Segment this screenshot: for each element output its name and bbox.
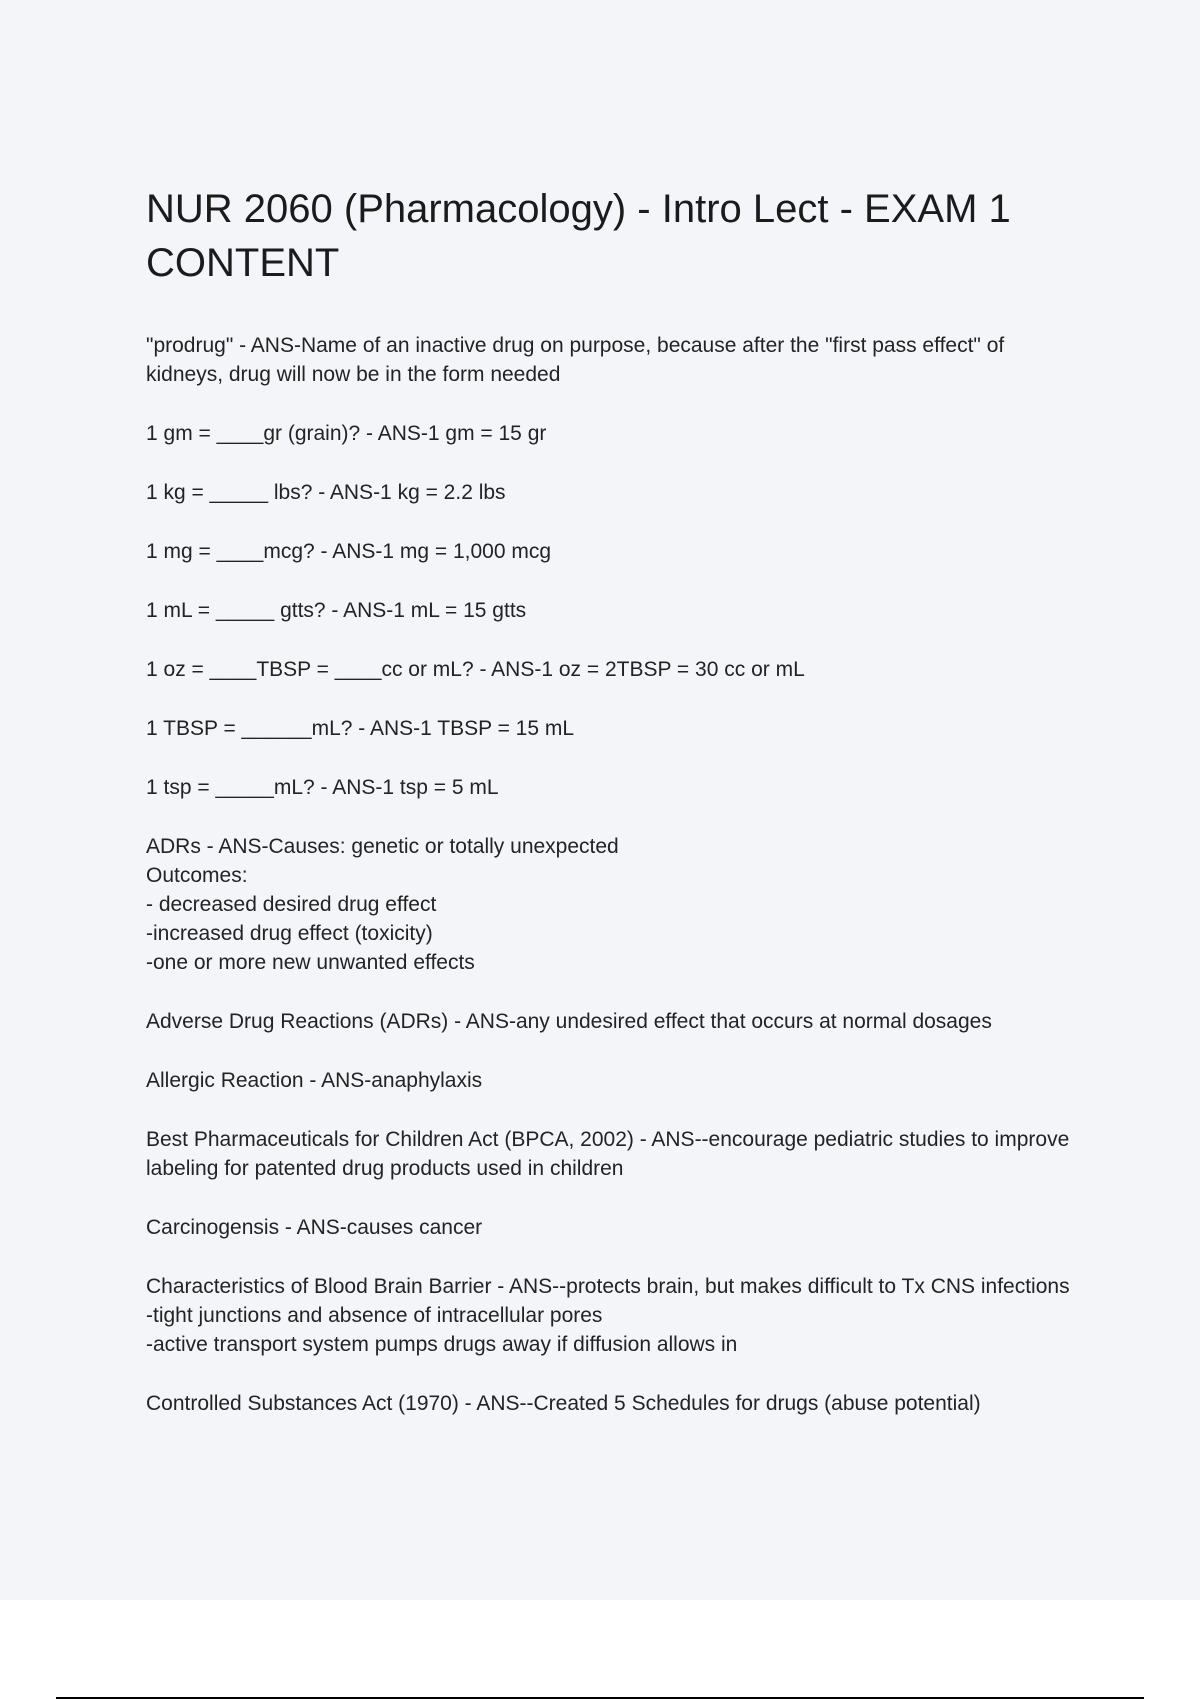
document-title: NUR 2060 (Pharmacology) - Intro Lect - EXAM 1 CONTENT: [146, 187, 1011, 285]
entry-line: -active transport system pumps drugs away if diffusion allows in: [146, 1333, 738, 1356]
flashcard-entry: [146, 1066, 1086, 1095]
entry-line: ADRs - ANS-Causes: genetic or totally unexpected: [146, 835, 619, 858]
entry-line: 1 TBSP = ______mL? - ANS-1 TBSP = 15 mL: [146, 717, 575, 740]
flashcard-entry: [146, 714, 1086, 743]
flashcard-entry: [146, 1272, 1086, 1359]
flashcard-entry: [146, 1007, 1086, 1036]
entry-line: 1 kg = _____ lbs? - ANS-1 kg = 2.2 lbs: [146, 481, 506, 504]
entry-line: Characteristics of Blood Brain Barrier - ANS--protects brain, but makes difficult to Tx CNS infections: [146, 1275, 1070, 1298]
flashcard-entry: [146, 773, 1086, 802]
entry-line: -one or more new unwanted effects: [146, 951, 475, 974]
footer-divider: [56, 1697, 1144, 1699]
flashcard-entry: [146, 331, 1086, 389]
entry-line: -increased drug effect (toxicity): [146, 922, 433, 945]
flashcard-entry: [146, 596, 1086, 625]
entry-line: 1 mL = _____ gtts? - ANS-1 mL = 15 gtts: [146, 599, 527, 622]
entry-line: Controlled Substances Act (1970) - ANS--Created 5 Schedules for drugs (abuse potential): [146, 1392, 981, 1415]
entry-line: 1 oz = ____TBSP = ____cc or mL? - ANS-1 oz = 2TBSP = 30 cc or mL: [146, 658, 805, 681]
entry-line: "prodrug" - ANS-Name of an inactive drug on purpose, because after the "first pass effect" of kidneys, drug will now be in the form needed: [146, 334, 1011, 386]
entry-line: - decreased desired drug effect: [146, 893, 437, 916]
entry-line: Best Pharmaceuticals for Children Act (BPCA, 2002) - ANS--encourage pediatric studies to improve labeling for patented drug products used in children: [146, 1128, 1076, 1180]
entry-line: Carcinogensis - ANS-causes cancer: [146, 1216, 483, 1239]
entry-line: -tight junctions and absence of intracellular pores: [146, 1304, 603, 1327]
flashcard-list: [146, 331, 1086, 1448]
flashcard-entry: [146, 832, 1086, 977]
flashcard-entry: [146, 1125, 1086, 1183]
entry-line: Outcomes:: [146, 864, 248, 887]
flashcard-entry: [146, 1389, 1086, 1418]
entry-line: 1 gm = ____gr (grain)? - ANS-1 gm = 15 gr: [146, 422, 547, 445]
flashcard-entry: [146, 419, 1086, 448]
entry-line: 1 tsp = _____mL? - ANS-1 tsp = 5 mL: [146, 776, 499, 799]
flashcard-entry: [146, 537, 1086, 566]
flashcard-entry: [146, 1213, 1086, 1242]
entry-line: Adverse Drug Reactions (ADRs) - ANS-any undesired effect that occurs at normal dosages: [146, 1010, 992, 1033]
flashcard-entry: [146, 478, 1086, 507]
entry-line: Allergic Reaction - ANS-anaphylaxis: [146, 1069, 483, 1092]
flashcard-entry: [146, 655, 1086, 684]
entry-line: 1 mg = ____mcg? - ANS-1 mg = 1,000 mcg: [146, 540, 552, 563]
